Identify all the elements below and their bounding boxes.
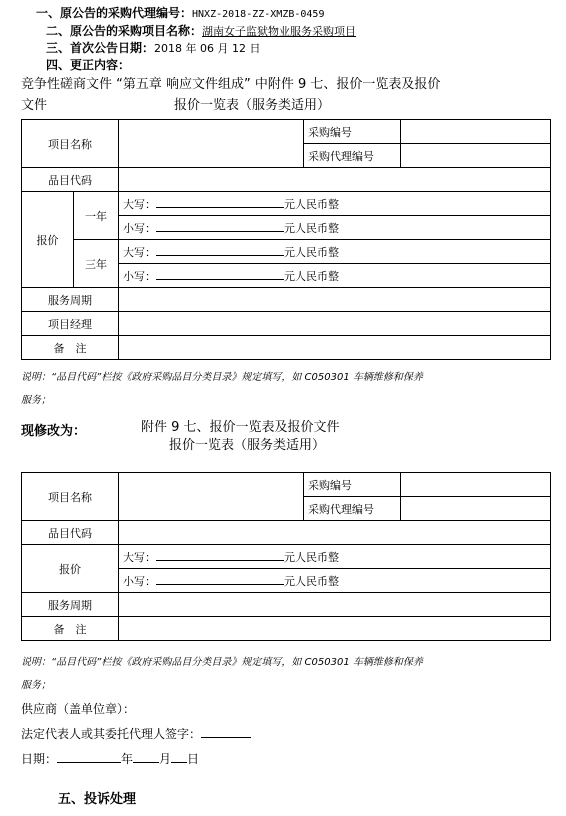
lower-row[interactable] bbox=[119, 569, 551, 593]
rmb-label: 元人民币整 bbox=[284, 221, 339, 235]
year1-label: 一年 bbox=[74, 192, 119, 240]
original-quote-table bbox=[21, 119, 551, 360]
agency-no-cell[interactable] bbox=[401, 144, 551, 168]
correction-heading: 四、更正内容： bbox=[46, 58, 131, 72]
signature-label: 法定代表人或其委托代理人签字： bbox=[21, 727, 202, 741]
year-label: 年 bbox=[121, 752, 134, 766]
item-code-cell[interactable] bbox=[119, 521, 551, 545]
item1-value: HNXZ-2018-ZZ-XMZB-0459 bbox=[192, 9, 325, 20]
original-agency-no-line bbox=[36, 4, 324, 21]
amount-blank[interactable] bbox=[156, 269, 284, 280]
remark-cell[interactable] bbox=[119, 617, 551, 641]
revised-note-line1: 说明：“品目代码”栏按《政府采购品目分类目录》规定填写，如 C050301 车辆维修和保养 bbox=[21, 657, 423, 668]
purchase-no-label: 采购编号 bbox=[304, 120, 401, 144]
project-name-cell[interactable] bbox=[119, 120, 304, 168]
price-label: 报价 bbox=[22, 545, 119, 593]
project-name-label: 项目名称 bbox=[22, 473, 119, 521]
revised-table-title: 报价一览表（服务类适用） bbox=[169, 438, 326, 453]
manager-cell[interactable] bbox=[119, 312, 551, 336]
lower-label: 小写： bbox=[123, 269, 156, 283]
supplier-line: 供应商（盖单位章）： bbox=[21, 702, 136, 716]
date-label: 日期： bbox=[21, 752, 58, 766]
item-code-cell[interactable] bbox=[119, 168, 551, 192]
original-table-title: 报价一览表（服务类适用） bbox=[174, 98, 331, 113]
period-cell[interactable] bbox=[119, 593, 551, 617]
item2-label: 二、原公告的采购项目名称： bbox=[46, 24, 203, 38]
day-label: 日 bbox=[187, 752, 200, 766]
agency-no-label: 采购代理编号 bbox=[304, 497, 401, 521]
signature-blank[interactable] bbox=[201, 727, 251, 738]
year1-lower-row[interactable] bbox=[119, 216, 551, 240]
amount-blank[interactable] bbox=[156, 221, 284, 232]
year-blank[interactable] bbox=[57, 752, 121, 763]
remark-cell[interactable] bbox=[119, 336, 551, 360]
revised-label: 现修改为： bbox=[21, 424, 87, 439]
upper-label: 大写： bbox=[123, 245, 156, 259]
date-line bbox=[21, 750, 199, 767]
rmb-label: 元人民币整 bbox=[284, 245, 339, 259]
revised-quote-table bbox=[21, 472, 551, 641]
amount-blank[interactable] bbox=[156, 550, 284, 561]
remark-label: 备 注 bbox=[22, 617, 119, 641]
day-blank[interactable] bbox=[171, 752, 187, 763]
purchase-no-label: 采购编号 bbox=[304, 473, 401, 497]
upper-row[interactable] bbox=[119, 545, 551, 569]
price-label: 报价 bbox=[22, 192, 74, 288]
rmb-label: 元人民币整 bbox=[284, 197, 339, 211]
period-cell[interactable] bbox=[119, 288, 551, 312]
purchase-no-cell[interactable] bbox=[401, 120, 551, 144]
rmb-label: 元人民币整 bbox=[284, 574, 339, 588]
agency-no-label: 采购代理编号 bbox=[304, 144, 401, 168]
manager-label: 项目经理 bbox=[22, 312, 119, 336]
period-label: 服务周期 bbox=[22, 593, 119, 617]
project-name-label: 项目名称 bbox=[22, 120, 119, 168]
lower-label: 小写： bbox=[123, 221, 156, 235]
original-note-line2: 服务； bbox=[21, 395, 51, 406]
original-project-name-line bbox=[46, 22, 356, 39]
amount-blank[interactable] bbox=[156, 574, 284, 585]
original-desc-line1: 竞争性磋商文件 “第五章 响应文件组成” 中附件 9 七、报价一览表及报价 bbox=[21, 77, 441, 92]
item-code-label: 品目代码 bbox=[22, 168, 119, 192]
revised-title-line1: 附件 9 七、报价一览表及报价文件 bbox=[141, 420, 340, 435]
project-name-cell[interactable] bbox=[119, 473, 304, 521]
amount-blank[interactable] bbox=[156, 245, 284, 256]
upper-label: 大写： bbox=[123, 197, 156, 211]
item-code-label: 品目代码 bbox=[22, 521, 119, 545]
month-blank[interactable] bbox=[133, 752, 159, 763]
first-notice-date-line bbox=[46, 39, 261, 56]
lower-label: 小写： bbox=[123, 574, 156, 588]
period-label: 服务周期 bbox=[22, 288, 119, 312]
year3-upper-row[interactable] bbox=[119, 240, 551, 264]
rmb-label: 元人民币整 bbox=[284, 550, 339, 564]
original-note-line1: 说明：“品目代码”栏按《政府采购品目分类目录》规定填写，如 C050301 车辆维修和保养 bbox=[21, 372, 423, 383]
agency-no-cell[interactable] bbox=[401, 497, 551, 521]
year3-label: 三年 bbox=[74, 240, 119, 288]
remark-label: 备 注 bbox=[22, 336, 119, 360]
section5-heading: 五、投诉处理 bbox=[58, 792, 137, 807]
amount-blank[interactable] bbox=[156, 197, 284, 208]
upper-label: 大写： bbox=[123, 550, 156, 564]
item3-value: 2018 年 06 月 12 日 bbox=[154, 42, 261, 55]
purchase-no-cell[interactable] bbox=[401, 473, 551, 497]
year1-upper-row[interactable] bbox=[119, 192, 551, 216]
month-label: 月 bbox=[159, 752, 172, 766]
item1-label: 一、原公告的采购代理编号： bbox=[36, 6, 193, 20]
rmb-label: 元人民币整 bbox=[284, 269, 339, 283]
item3-label: 三、首次公告日期： bbox=[46, 41, 155, 55]
revised-note-line2: 服务； bbox=[21, 680, 51, 691]
year3-lower-row[interactable] bbox=[119, 264, 551, 288]
original-desc-line2a: 文件 bbox=[21, 98, 48, 113]
item2-value: 湖南女子监狱物业服务采购项目 bbox=[202, 25, 357, 38]
signature-line bbox=[21, 725, 251, 742]
